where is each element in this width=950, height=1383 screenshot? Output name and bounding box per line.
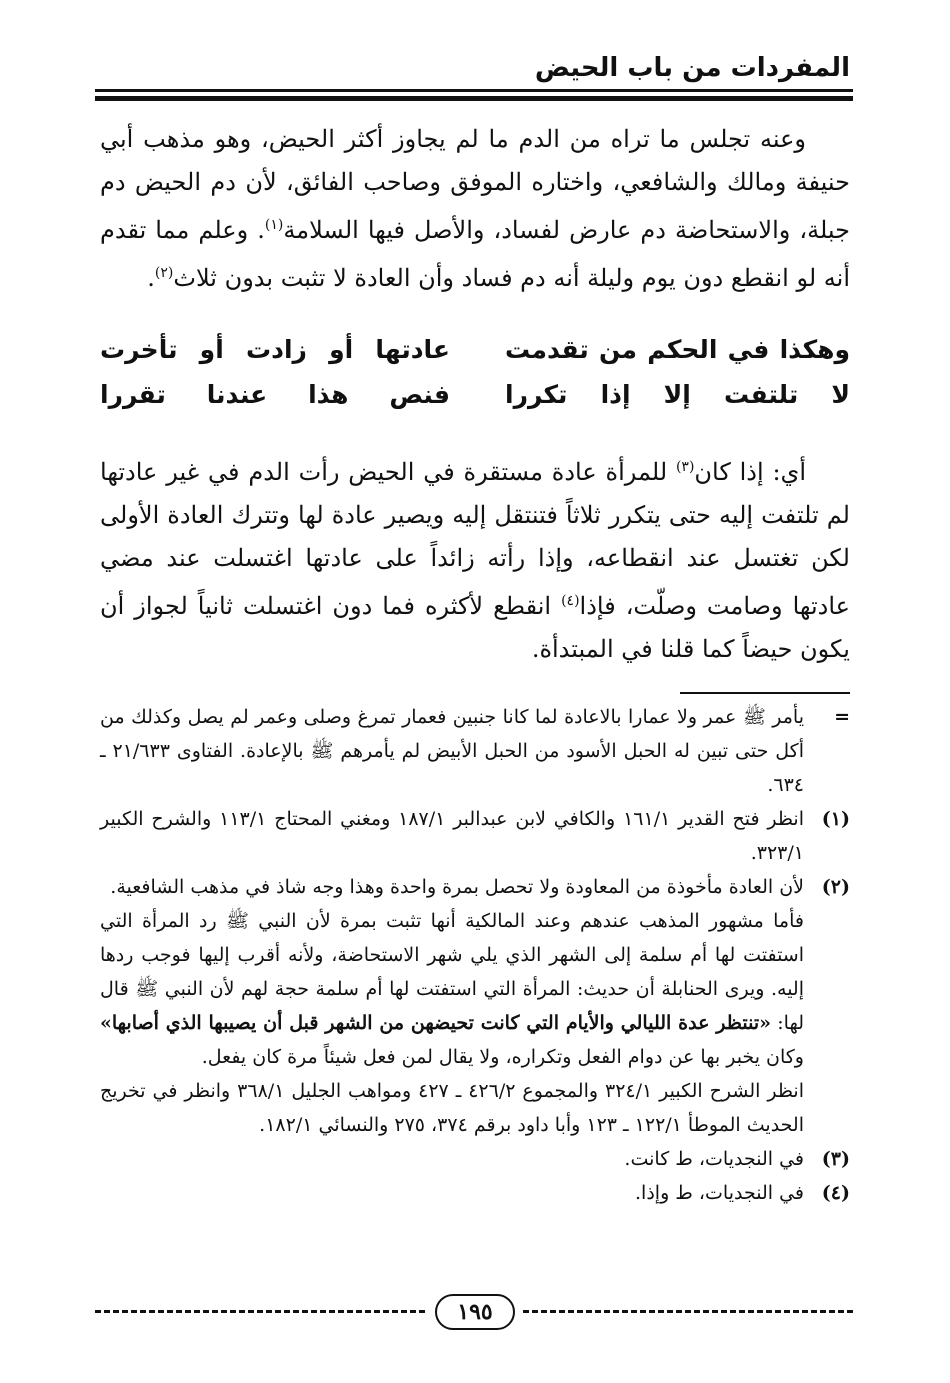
footnote-text: يأمر ﷺ عمر ولا عمارا بالاعادة لما كانا جنبين فعمار تمرغ وصلى وعمر لم يصل وكذلك من أكل حتى تبين له الحبل الأسود من الحبل الأبيض لم يأمرهم ﷺ بالإعادة. الفتاوى ٢١/٦٣٣ ـ ٦٣٤. (100, 706, 804, 796)
footnote-separator (680, 692, 850, 694)
header-rule-thick (95, 96, 853, 101)
verse-1-first-hemistich: وهكذا في الحكم من تقدمت (505, 335, 850, 364)
footer-dashed-rule-left (95, 1310, 425, 1313)
p2-text-b: للمرأة عادة مستقرة في الحيض رأت الدم في غير عادتها لم تلتفت إليه حتى يتكرر ثلاثاً فتنتقل إليه ويصير عادة لها وتترك العادة الأولى لكن تغتسل عند انقطاعه، وإذا رأته زائداً على عادتها اغتسلت عند مضي عادتها وصامت وصلّت، فإذا (100, 458, 850, 620)
footnote-number: (٤) (821, 1182, 850, 1204)
p1-line-1: وعنه تجلس ما تراه من الدم ما لم يجاوز أكثر الحيض، وهو مذهب (143, 125, 806, 153)
footnote-2 (100, 870, 850, 1142)
paragraph-2 (100, 446, 850, 671)
page-footer (95, 1294, 853, 1328)
footnote-ref-2: (٢) (154, 265, 174, 281)
footnote-text: في النجديات، ط كانت. (624, 1148, 804, 1170)
verse-1-second-hemistich: عادتها أو زادت أو تأخرت (100, 335, 450, 364)
footnote-text: انظر فتح القدير ١٦١/١ والكافي لابن عبدالبر ١٨٧/١ ومغني المحتاج ١١٣/١ والشرح الكبير ٣٢٣/١. (100, 808, 805, 864)
poem-verse-2 (100, 380, 850, 425)
footnote-4 (100, 1176, 850, 1210)
page-number: ١٩٥ (435, 1294, 515, 1330)
footnotes (100, 700, 850, 1210)
footnote-text: لأن العادة مأخوذة من المعاودة ولا تحصل بمرة واحدة وهذا وجه شاذ في مذهب الشافعية. (110, 876, 804, 898)
footnote-number: (٣) (821, 1148, 850, 1170)
verse-2-first-hemistich: لا تلتفت إلا إذا تكررا (505, 380, 850, 409)
footnote-2-paragraph-2 (100, 904, 804, 1074)
paragraph-1: وعنه تجلس ما تراه من الدم ما لم يجاوز أكثر الحيض، وهو مذهب أبي حنيفة ومالك والشافعي، واختاره الموفق وصاحب الفائق، لأن دم الحيض دم جبلة، والاستحاضة دم عارض لفساد، والأصل فيها السلامة$^{(١)}$. وعلم مما تقدم أنه لو انقطع دون يوم وليلة أنه دم فساد وأن العادة لا تثبت بدون ثلاث$^{(٢)}$. (100, 125, 850, 292)
footer-dashed-rule-right (523, 1310, 853, 1313)
p1-line-3: الحيض دم جبلة، والاستحاضة دم عارض لفساد، والأصل فيها السلامة (100, 168, 850, 244)
running-header (100, 48, 850, 88)
p2-text-a: أي: إذا كان (694, 458, 806, 486)
verse-2-second-hemistich: فنص هذا عندنا تقررا (100, 380, 450, 409)
footnote-2-paragraph-3: انظر الشرح الكبير ٣٢٤/١ والمجموع ٤٢٦/٢ ـ ٤٢٧ ومواهب الجليل ٣٦٨/١ وانظر في تخريج الحديث الموطأ ١٢٢/١ ـ ١٢٣ وأبا داود برقم ٣٧٤، ٢٧٥ والنسائي ١٨٢/١. (100, 1080, 804, 1136)
footnote-number: (١) (821, 808, 850, 830)
p1-line-2: أبي حنيفة ومالك والشافعي، واختاره الموفق وصاحب الفائق، لأن دم (100, 125, 850, 196)
footnote-3 (100, 1142, 850, 1176)
p1-line-5: بدون ثلاث (173, 264, 274, 292)
poem (100, 335, 850, 425)
footnote-2-text-c: وكان يخبر بها عن دوام الفعل وتكراره، ولا يقال لمن فعل شيئاً مرة كان يفعل. (201, 1046, 804, 1068)
footnote-continued (100, 700, 850, 802)
hadith-quote: «تنتظر عدة الليالي والأيام التي كانت تحيضهن من الشهر قبل أن يصيبها الذي أصابها» (100, 1012, 771, 1034)
footnote-ref-1: (١) (264, 217, 284, 233)
header-rule-thin (95, 89, 853, 92)
footnote-ref-4: (٤) (561, 593, 580, 609)
footnote-1 (100, 802, 850, 870)
p2-text-c: انقطع لأكثره فما دون اغتسلت ثانياً لجواز أن يكون حيضاً كما قلنا في المبتدأة. (100, 592, 850, 663)
header-title: المفردات من باب الحيض (534, 53, 850, 83)
footnote-2-text-a: فأما مشهور المذهب عندهم وعند المالكية أنها تثبت بمرة لأن النبي ﷺ رد المرأة التي استفتت لها أم سلمة إلى الشهر الذي يلي شهر الاستحاضة، ولأنه أقرب إليها فوجب ردها إليه. ويرى الحنابلة أن حديث: المرأة التي استفتت لها أم سلمة حجة لهم لأن النبي ﷺ قال لها: (100, 910, 804, 1034)
footnote-number: (٢) (821, 876, 850, 898)
poem-verse-1 (100, 335, 850, 380)
footnote-text: في النجديات، ط وإذا. (635, 1182, 804, 1204)
footnote-marker: = (834, 706, 850, 728)
footnote-ref-3: (٣) (675, 459, 695, 475)
p1-line-4: وعلم مما تقدم أنه لو انقطع دون يوم وليلة أنه دم فساد وأن العادة لا تثبت (100, 216, 850, 292)
